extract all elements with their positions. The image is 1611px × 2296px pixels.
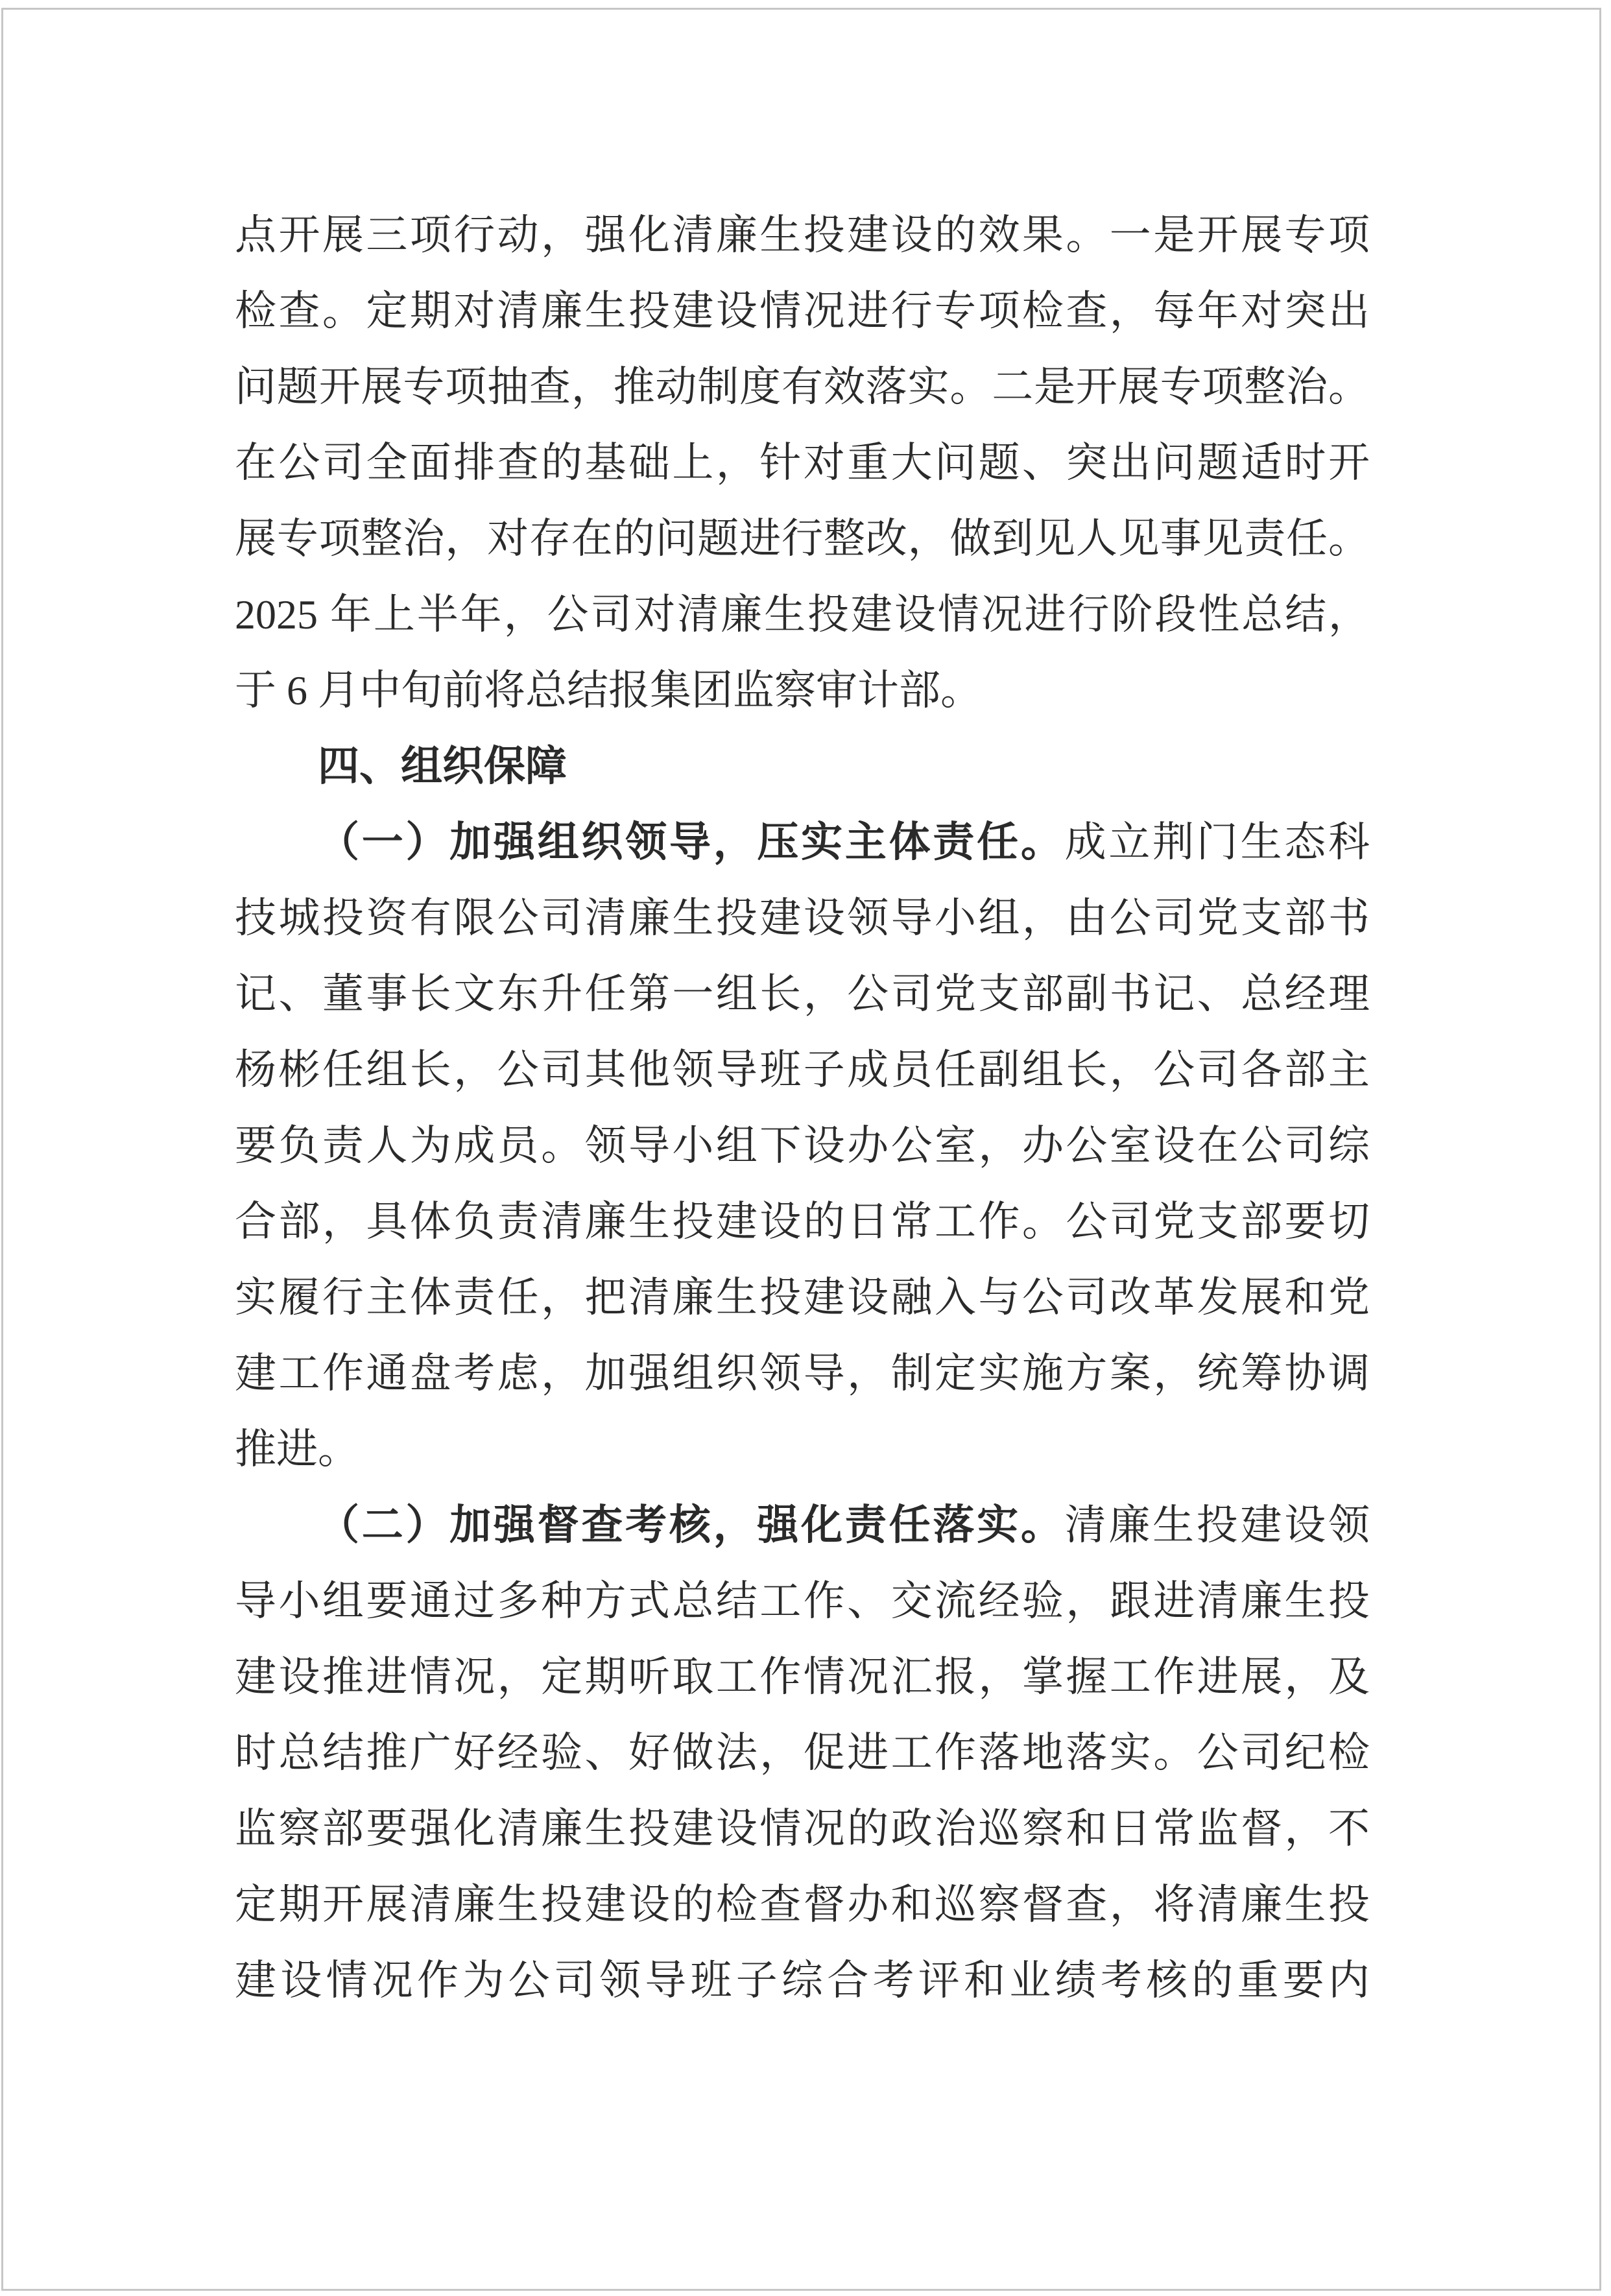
text-run: 要负责人为成员。领导小组下设办公室，办公室设在公司综 <box>235 1123 1370 1169</box>
text-line <box>235 1411 1370 1487</box>
text-line <box>235 1335 1370 1411</box>
text-line <box>235 728 1370 804</box>
text-line <box>235 273 1370 349</box>
text-run: 建工作通盘考虑，加强组织领导，制定实施方案，统筹协调 <box>235 1350 1370 1396</box>
text-line <box>235 956 1370 1032</box>
text-line <box>235 349 1370 425</box>
text-run: 技城投资有限公司清廉生投建设领导小组，由公司党支部书 <box>235 895 1370 941</box>
text-line <box>235 501 1370 577</box>
text-run-bold: （二）加强督查考核，强化责任落实。 <box>318 1502 1065 1548</box>
text-run: 定期开展清廉生投建设的检查督办和巡察督查，将清廉生投 <box>235 1882 1370 1928</box>
text-line <box>235 1108 1370 1184</box>
text-line <box>235 804 1370 880</box>
text-run: 于 6 月中旬前将总结报集团监察审计部。 <box>235 667 982 713</box>
text-line <box>235 197 1370 273</box>
text-run: 在公司全面排查的基础上，针对重大问题、突出问题适时开 <box>235 440 1370 486</box>
text-line <box>235 1715 1370 1791</box>
text-line <box>235 425 1370 501</box>
text-run: 监察部要强化清廉生投建设情况的政治巡察和日常监督，不 <box>235 1806 1370 1852</box>
text-line <box>235 1487 1370 1563</box>
text-run: 2025 年上半年，公司对清廉生投建设情况进行阶段性总结， <box>235 592 1370 638</box>
text-line <box>235 1260 1370 1335</box>
text-line <box>235 1943 1370 2018</box>
text-run: 建设推进情况，定期听取工作情况汇报，掌握工作进展，及 <box>235 1654 1370 1700</box>
text-run: 建设情况作为公司领导班子综合考评和业绩考核的重要内 <box>235 1957 1370 2003</box>
text-line <box>235 1639 1370 1715</box>
text-line <box>235 652 1370 728</box>
text-run-bold: 四、组织保障 <box>318 743 567 789</box>
text-run: 成立荆门生态科 <box>1064 819 1370 865</box>
text-run: 检查。定期对清廉生投建设情况进行专项检查，每年对突出 <box>235 288 1370 334</box>
text-line <box>235 1184 1370 1260</box>
text-run-bold: （一）加强组织领导，压实主体责任。 <box>318 819 1065 865</box>
text-line <box>235 1867 1370 1943</box>
text-run: 导小组要通过多种方式总结工作、交流经验，跟进清廉生投 <box>235 1578 1370 1624</box>
text-run: 实履行主体责任，把清廉生投建设融入与公司改革发展和党 <box>235 1274 1370 1321</box>
text-line <box>235 880 1370 956</box>
text-run: 问题开展专项抽查，推动制度有效落实。二是开展专项整治。 <box>235 364 1370 410</box>
text-run: 记、董事长文东升任第一组长，公司党支部副书记、总经理 <box>235 971 1370 1017</box>
text-run: 时总结推广好经验、好做法，促进工作落地落实。公司纪检 <box>235 1730 1370 1776</box>
text-run: 杨彬任组长，公司其他领导班子成员任副组长，公司各部主 <box>235 1047 1370 1093</box>
text-line <box>235 1032 1370 1108</box>
document-text <box>235 197 1370 2018</box>
text-run: 合部，具体负责清廉生投建设的日常工作。公司党支部要切 <box>235 1199 1370 1245</box>
text-run: 点开展三项行动，强化清廉生投建设的效果。一是开展专项 <box>235 212 1370 258</box>
text-line <box>235 1563 1370 1639</box>
text-run: 展专项整治，对存在的问题进行整改，做到见人见事见责任。 <box>235 516 1370 562</box>
text-run: 清廉生投建设领 <box>1064 1502 1370 1548</box>
text-line <box>235 1791 1370 1867</box>
text-line <box>235 577 1370 652</box>
text-run: 推进。 <box>235 1426 359 1472</box>
